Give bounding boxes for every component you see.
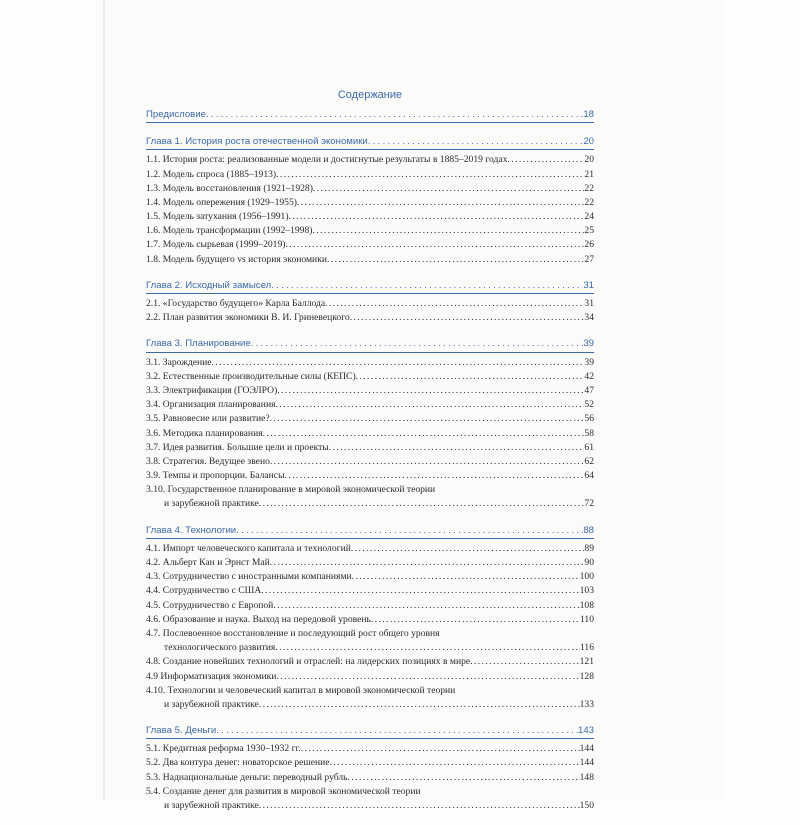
toc-entry-label: 3.3. Электрификация (ГОЭЛРО) bbox=[146, 384, 278, 396]
dot-leader bbox=[263, 427, 585, 441]
toc-entry-label: 5.3. Наднациональные деньги: переводный рубль bbox=[146, 771, 348, 783]
toc-entry-label: технологического развития bbox=[164, 642, 276, 654]
toc-entry-label: 3.10. Государственное планирование в мировой экономической теории bbox=[146, 484, 436, 496]
toc-entry-page: 52 bbox=[584, 399, 594, 411]
toc-entry-page: 62 bbox=[584, 455, 594, 467]
dot-leader bbox=[259, 497, 585, 511]
toc-entry bbox=[146, 599, 594, 613]
dot-leader bbox=[356, 370, 585, 384]
toc-entry-page: 31 bbox=[583, 279, 594, 291]
toc-entry-label: Глава 3. Планирование bbox=[146, 338, 251, 350]
toc-entry-label: 1.7. Модель сырьевая (1999–2019) bbox=[146, 239, 286, 251]
dot-leader bbox=[236, 524, 583, 538]
toc-entry-page: 90 bbox=[584, 557, 594, 569]
dot-leader bbox=[312, 224, 584, 238]
chapter-heading bbox=[146, 279, 594, 294]
toc-entry-page: 39 bbox=[584, 356, 594, 368]
toc-entry-line bbox=[146, 627, 594, 641]
toc-entry-label: 3.5. Равновесие или развитие? bbox=[146, 413, 270, 425]
toc-entry-page: 26 bbox=[584, 239, 594, 251]
toc-entry bbox=[146, 427, 594, 441]
toc-entry-line bbox=[146, 684, 594, 698]
toc-entry-page: 34 bbox=[584, 312, 594, 324]
toc-entry-page: 58 bbox=[584, 427, 594, 439]
dot-leader bbox=[276, 670, 579, 684]
dot-leader bbox=[327, 253, 584, 267]
toc-entry-label: 1.6. Модель трансформации (1992–1998) bbox=[146, 225, 313, 237]
toc-entry bbox=[146, 224, 594, 238]
dot-leader bbox=[329, 441, 585, 455]
toc-entry-page: 88 bbox=[583, 524, 594, 536]
toc-entry-label: 3.4. Организация планирования bbox=[146, 399, 276, 411]
dot-leader bbox=[270, 455, 585, 469]
dot-leader bbox=[275, 641, 580, 655]
toc-entry-continuation bbox=[146, 698, 594, 712]
chapter-section bbox=[146, 135, 594, 267]
toc-entry bbox=[146, 370, 594, 384]
toc-entry bbox=[146, 168, 594, 182]
toc-entry-page: 64 bbox=[584, 470, 594, 482]
toc-entry bbox=[146, 455, 594, 469]
toc-entry-label: Предисловие bbox=[146, 108, 206, 120]
dot-leader bbox=[259, 698, 580, 712]
toc-entry bbox=[146, 210, 594, 224]
dot-leader bbox=[330, 756, 580, 770]
toc-entry-label: 3.1. Зарождение bbox=[146, 356, 212, 368]
toc-entry-label: 5.1. Кредитная реформа 1930–1932 гг. bbox=[146, 743, 301, 755]
toc-entry-label: 4.7. Послевоенное восстановление и последующий рост общего уровня bbox=[146, 628, 440, 639]
toc-entry-label: 3.6. Методика планирования bbox=[146, 427, 263, 439]
chapter-heading bbox=[146, 337, 594, 352]
toc-entry bbox=[146, 412, 594, 426]
page-title: Содержание bbox=[337, 89, 403, 101]
dot-leader bbox=[273, 599, 579, 613]
dot-leader bbox=[313, 182, 584, 196]
toc-entry bbox=[146, 570, 594, 584]
toc-entry-page: 18 bbox=[583, 108, 594, 120]
chapter-heading bbox=[146, 724, 594, 739]
table-of-contents bbox=[146, 88, 594, 825]
toc-entry bbox=[146, 742, 594, 756]
toc-entry-page: 20 bbox=[583, 136, 594, 148]
toc-entry-page: 22 bbox=[584, 182, 594, 194]
toc-entry-label: 4.1. Импорт человеческого капитала и технологий bbox=[146, 542, 351, 554]
toc-entry-page: 133 bbox=[579, 698, 594, 710]
toc-entry-label: и зарубежной практике bbox=[164, 698, 259, 710]
toc-entry bbox=[146, 239, 594, 253]
dot-leader bbox=[276, 398, 585, 412]
toc-entry-page: 103 bbox=[579, 585, 594, 597]
toc-entry bbox=[146, 311, 594, 325]
chapter-heading bbox=[146, 135, 594, 150]
toc-entry-page: 150 bbox=[579, 800, 594, 812]
toc-entry bbox=[146, 613, 594, 627]
toc-entry-page: 128 bbox=[579, 670, 594, 682]
toc-entry-label: Глава 4. Технологии bbox=[146, 524, 237, 536]
toc-entry-preface bbox=[146, 108, 594, 123]
toc-entry-label: 5.2. Два контура денег: новаторское решение bbox=[146, 757, 330, 769]
dot-leader bbox=[348, 771, 580, 785]
toc-entry-page: 42 bbox=[584, 370, 594, 382]
toc-entry bbox=[146, 196, 594, 210]
dot-leader bbox=[259, 799, 580, 813]
toc-entry bbox=[146, 398, 594, 412]
dot-leader bbox=[206, 108, 583, 122]
dot-leader bbox=[368, 135, 584, 149]
dot-leader bbox=[270, 556, 585, 570]
toc-entry bbox=[146, 771, 594, 785]
toc-entry-label: 2.1. «Государство будущего» Карла Баллода bbox=[146, 298, 326, 310]
dot-leader bbox=[251, 337, 584, 351]
dot-leader bbox=[350, 311, 585, 325]
toc-entry-label: 3.9. Темпы и пропорции. Балансы bbox=[146, 470, 285, 482]
dot-leader bbox=[261, 584, 579, 598]
toc-entry-line bbox=[146, 785, 594, 799]
toc-entry-page: 72 bbox=[584, 498, 594, 510]
toc-entry-label: 4.5. Сотрудничество с Европой bbox=[146, 599, 274, 611]
chapter-section bbox=[146, 524, 594, 712]
toc-entry bbox=[146, 757, 594, 771]
dot-leader bbox=[508, 153, 585, 167]
toc-entry-label: 4.3. Сотрудничество с иностранными компаниями bbox=[146, 571, 352, 583]
toc-entry-label: Глава 5. Деньги bbox=[146, 725, 217, 737]
dot-leader bbox=[325, 297, 584, 311]
toc-entry-page: 31 bbox=[584, 298, 594, 310]
dot-leader bbox=[216, 724, 578, 738]
toc-entry-label: 1.4. Модель опережения (1929–1955) bbox=[146, 196, 297, 208]
toc-entry-label: и зарубежной практике bbox=[164, 800, 259, 812]
toc-entry-label: 4.8. Создание новейших технологий и отраслей: на лидерских позициях в мире bbox=[146, 656, 471, 668]
toc-entry bbox=[146, 253, 594, 267]
toc-entry bbox=[146, 584, 594, 598]
toc-entry-page: 27 bbox=[584, 253, 594, 265]
toc-entry-label: 3.8. Стратегия. Ведущее звено bbox=[146, 455, 270, 467]
toc-entry-page: 20 bbox=[584, 154, 594, 166]
dot-leader bbox=[371, 613, 580, 627]
chapter-heading bbox=[146, 524, 594, 539]
dot-leader bbox=[297, 196, 584, 210]
toc-entry-label: 1.2. Модель спроса (1885–1913) bbox=[146, 168, 277, 180]
toc-entry-page: 148 bbox=[579, 771, 594, 783]
toc-entry-label: 1.1. История роста: реализованные модели и достигнутые результаты в 1885–2019 годах bbox=[146, 154, 508, 166]
toc-entry bbox=[146, 542, 594, 556]
toc-entry-label: 3.7. Идея развития. Большие цели и проекты bbox=[146, 441, 329, 453]
chapter-section bbox=[146, 337, 594, 511]
dot-leader bbox=[301, 742, 580, 756]
toc-entry-page: 56 bbox=[584, 413, 594, 425]
toc-entry bbox=[146, 153, 594, 167]
toc-entry-page: 47 bbox=[584, 384, 594, 396]
toc-entry-page: 143 bbox=[577, 725, 594, 737]
toc-entry-label: 1.5. Модель затухания (1956–1991) bbox=[146, 211, 289, 223]
dot-leader bbox=[276, 168, 584, 182]
toc-entry-label: 5.4. Создание денег для развития в мировой экономической теории bbox=[146, 785, 421, 797]
toc-entry bbox=[146, 356, 594, 370]
toc-entry-label: 2.2. План развития экономики В. И. Гриневецкого bbox=[146, 312, 350, 324]
dot-leader bbox=[285, 238, 584, 252]
dot-leader bbox=[285, 469, 585, 483]
dot-leader bbox=[277, 384, 584, 398]
chapter-section bbox=[146, 279, 594, 326]
toc-entry-label: и зарубежной практике bbox=[164, 498, 259, 510]
dot-leader bbox=[212, 356, 585, 370]
chapter-list bbox=[146, 135, 594, 813]
dot-leader bbox=[470, 655, 579, 669]
toc-entry-label: Глава 1. История роста отечественной экономики bbox=[146, 136, 368, 148]
dot-leader bbox=[352, 570, 580, 584]
toc-entry bbox=[146, 182, 594, 196]
toc-entry-page: 61 bbox=[584, 441, 594, 453]
toc-entry-page: 108 bbox=[579, 599, 594, 611]
toc-entry-page: 144 bbox=[579, 743, 594, 755]
toc-entry-page: 116 bbox=[579, 642, 594, 654]
toc-entry-continuation bbox=[146, 498, 594, 512]
toc-entry-continuation bbox=[146, 799, 594, 813]
toc-entry-label: 4.2. Альберт Кан и Эрнст Май bbox=[146, 557, 270, 569]
toc-entry bbox=[146, 441, 594, 455]
toc-entry bbox=[146, 384, 594, 398]
preface-section bbox=[146, 108, 594, 123]
toc-entry-page: 89 bbox=[584, 542, 594, 554]
toc-entry-label: 4.6. Образование и наука. Выход на передовой уровень bbox=[146, 613, 371, 625]
toc-entry bbox=[146, 297, 594, 311]
toc-entry-continuation bbox=[146, 641, 594, 655]
toc-entry-page: 39 bbox=[583, 338, 594, 350]
toc-entry-page: 121 bbox=[579, 656, 594, 668]
toc-entry-page: 144 bbox=[579, 757, 594, 769]
toc-entry bbox=[146, 556, 594, 570]
toc-entry-label: 4.4. Сотрудничество с США bbox=[146, 585, 262, 597]
toc-entry-page: 110 bbox=[579, 613, 594, 625]
toc-entry-label: 1.3. Модель восстановления (1921–1928) bbox=[146, 182, 313, 194]
dot-leader bbox=[351, 542, 585, 556]
toc-entry bbox=[146, 469, 594, 483]
toc-entry-page: 24 bbox=[584, 211, 594, 223]
toc-entry-page: 100 bbox=[579, 571, 594, 583]
toc-entry-label: 4.10. Технологии и человеческий капитал в мировой экономической теории bbox=[146, 684, 456, 696]
dot-leader bbox=[271, 279, 583, 293]
toc-entry-label: 1.8. Модель будущего vs история экономики bbox=[146, 253, 327, 265]
toc-entry-page: 21 bbox=[584, 168, 594, 180]
toc-entry-label: Глава 2. Исходный замысел bbox=[146, 279, 272, 291]
toc-entry-label: 4.9 Информатизация экономики bbox=[146, 670, 277, 682]
toc-entry-page: 22 bbox=[584, 196, 594, 208]
toc-entry-page: 25 bbox=[584, 225, 594, 237]
toc-entry-label: 3.2. Естественные производительные силы (КЕПС) bbox=[146, 370, 356, 382]
dot-leader bbox=[289, 210, 585, 224]
toc-entry bbox=[146, 655, 594, 669]
toc-entry bbox=[146, 670, 594, 684]
toc-entry-line bbox=[146, 483, 594, 497]
dot-leader bbox=[270, 412, 585, 426]
